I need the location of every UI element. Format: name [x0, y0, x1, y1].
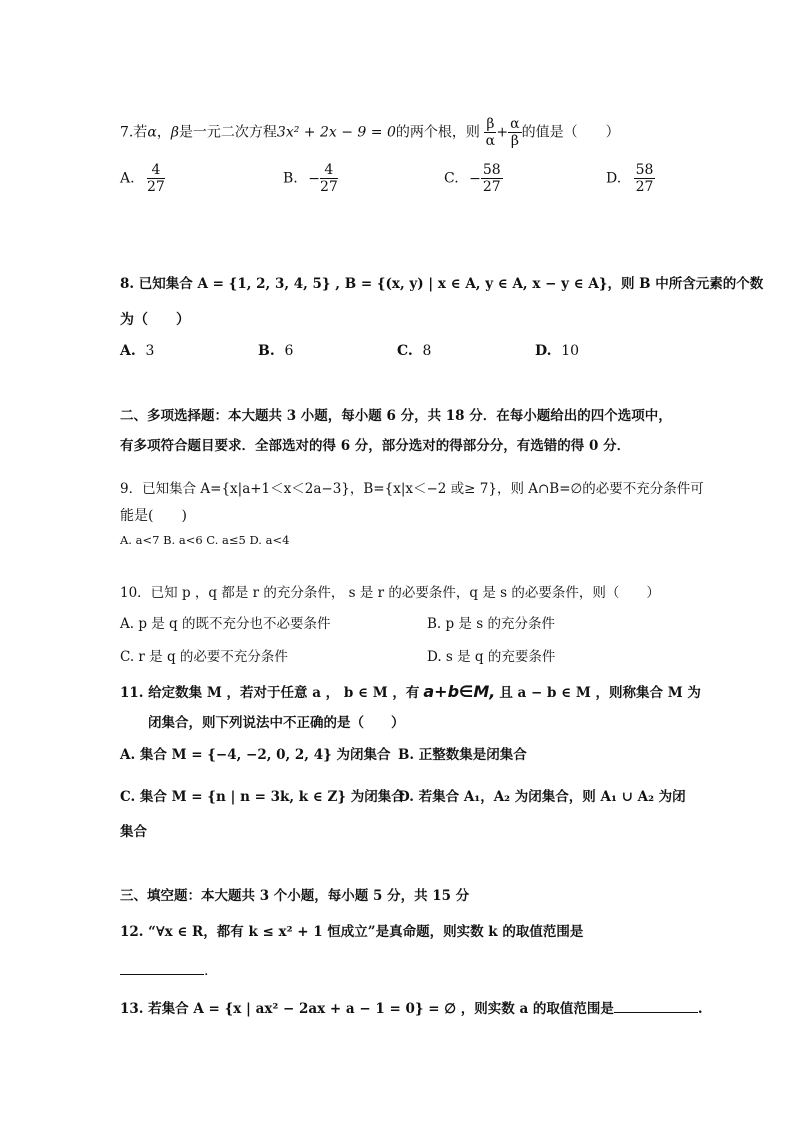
q7-option-b-frac	[320, 162, 338, 195]
q7-option-c-frac	[481, 162, 503, 195]
q7-option-d-label: D.	[606, 170, 622, 187]
q7-option-a-num: 4	[147, 162, 165, 179]
q7-option-c	[444, 162, 503, 195]
q11-option-b: B. 正整数集是闭集合	[398, 747, 527, 763]
q7-after: 的两个根，则	[395, 124, 480, 141]
q7-equation: 3x² + 2x − 9 = 0	[276, 124, 396, 141]
q10-option-a: A. p 是 q 的既不充分也不必要条件	[120, 616, 331, 632]
q10-stem: 10．已知 p ，q 都是 r 的充分条件， s 是 r 的必要条件，q 是 s 的必要条件，则（ ）	[120, 585, 660, 601]
q7-sep: ，	[156, 124, 171, 141]
q7-option-a	[120, 162, 165, 195]
q11-bold-expr: a+b∈M,	[423, 682, 496, 701]
q11-option-a: A. 集合 M = {−4, −2, 0, 2, 4} 为闭集合	[120, 747, 391, 763]
q12-stem: 12. “∀x ∈ R，都有 k ≤ x² + 1 恒成立”是真命题，则实数 k 的取值范围是	[120, 924, 584, 940]
q8-option-d-label: D.	[535, 343, 552, 359]
q7-option-c-num: 58	[482, 162, 501, 178]
q8-option-a-value: 3	[145, 343, 155, 359]
q8-option-a-label: A.	[120, 343, 136, 359]
q11-stem-line1	[120, 682, 701, 703]
q8-option-d-value: 10	[561, 343, 580, 359]
q8-stem-line2: 为（ ）	[120, 312, 190, 328]
q7-option-b-sign: −	[308, 170, 320, 187]
q7-option-b-label: B.	[283, 170, 298, 187]
q7-stem	[120, 116, 620, 149]
q13-text: 13. 若集合 A = {x | ax² − 2ax + a − 1 = 0} = ∅ ，则实数 a 的取值范围是	[120, 1001, 614, 1017]
q13-stem	[120, 996, 703, 1019]
q13-answer-blank[interactable]	[614, 996, 698, 1013]
q8-option-c	[397, 341, 431, 361]
q8-option-d	[535, 341, 579, 361]
q12-answer-blank[interactable]	[120, 958, 204, 975]
q11-stem-part-a: 11. 给定数集 M ，若对于任意 a ， b ∈ M ，有	[120, 685, 420, 701]
q11-stem-part-b: 且 a − b ∈ M ，则称集合 M 为	[499, 685, 701, 701]
q8-option-c-value: 8	[422, 343, 432, 359]
q7-option-d-frac	[634, 162, 656, 195]
q11-option-d: D. 若集合 A₁，A₂ 为闭集合，则 A₁ ∪ A₂ 为闭	[398, 789, 686, 805]
q11-stem-line2: 闭集合，则下列说法中不正确的是（ ）	[148, 715, 405, 731]
q8-option-b-value: 6	[284, 343, 294, 359]
q7-alpha: α	[147, 124, 157, 141]
q12-period: .	[204, 963, 209, 979]
q7-frac1-num: β	[486, 116, 495, 132]
q11-option-d-continued: 集合	[120, 824, 147, 840]
q12-answer-line	[120, 958, 208, 981]
q7-beta: β	[170, 124, 179, 141]
q8-option-b-label: B.	[258, 343, 275, 359]
q10-option-b: B. p 是 s 的充分条件	[427, 616, 555, 632]
q7-frac2-den: β	[510, 133, 519, 149]
q7-option-b-num: 4	[320, 162, 338, 179]
q7-fraction-2	[508, 116, 521, 149]
q9-stem-line1: 9．已知集合 A={x|a+1＜x＜2a−3}，B={x|x＜−2 或≥ 7}，则 A∩B=∅的必要不充分条件可	[120, 481, 704, 497]
q7-mid: 是一元二次方程	[178, 124, 277, 141]
q7-prefix: 7.若	[120, 124, 148, 141]
section3-heading: 三、填空题：本大题共 3 个小题，每小题 5 分，共 15 分	[120, 888, 470, 904]
q7-suffix: 的值是（ ）	[521, 124, 620, 141]
q7-option-c-den: 27	[482, 179, 501, 195]
q7-option-a-label: A.	[120, 170, 135, 187]
q9-options: A. a<7 B. a<6 C. a≤5 D. a<4	[120, 533, 290, 547]
q7-frac2-num: α	[510, 116, 520, 132]
q7-option-d-den: 27	[635, 179, 654, 195]
q10-option-d: D. s 是 q 的充要条件	[427, 649, 556, 665]
section2-heading-line2: 有多项符合题目要求．全部选对的得 6 分，部分选对的得部分分，有选错的得 0 分．	[120, 438, 631, 454]
q7-option-b-den: 27	[319, 179, 338, 195]
q7-frac1-den: α	[485, 133, 496, 149]
q7-option-a-frac	[147, 162, 165, 195]
q8-stem-line1: 8. 已知集合 A = {1, 2, 3, 4, 5} , B = {(x, y) | x ∈ A, y ∈ A, x − y ∈ A}，则 B 中所含元素的个数	[120, 276, 764, 292]
q7-option-d	[606, 162, 655, 195]
q7-option-d-num: 58	[635, 162, 654, 178]
q7-option-c-sign: −	[469, 170, 481, 187]
q7-option-c-label: C.	[444, 170, 459, 187]
q9-stem-line2: 能是( )	[120, 508, 187, 524]
q8-option-a	[120, 341, 154, 361]
q7-option-b	[283, 162, 338, 195]
q7-option-a-den: 27	[147, 179, 165, 195]
q7-plus: +	[496, 124, 509, 141]
q8-option-c-label: C.	[397, 343, 413, 359]
q8-option-b	[258, 341, 293, 361]
q10-option-c: C. r 是 q 的必要不充分条件	[120, 649, 288, 665]
q11-option-c: C. 集合 M = {n | n = 3k, k ∈ Z} 为闭集合	[120, 789, 405, 805]
q7-fraction-1	[484, 116, 496, 149]
section2-heading-line1: 二、多项选择题：本大题共 3 小题，每小题 6 分，共 18 分．在每小题给出的四个选项中，	[120, 408, 672, 424]
q13-period: .	[697, 1001, 703, 1017]
